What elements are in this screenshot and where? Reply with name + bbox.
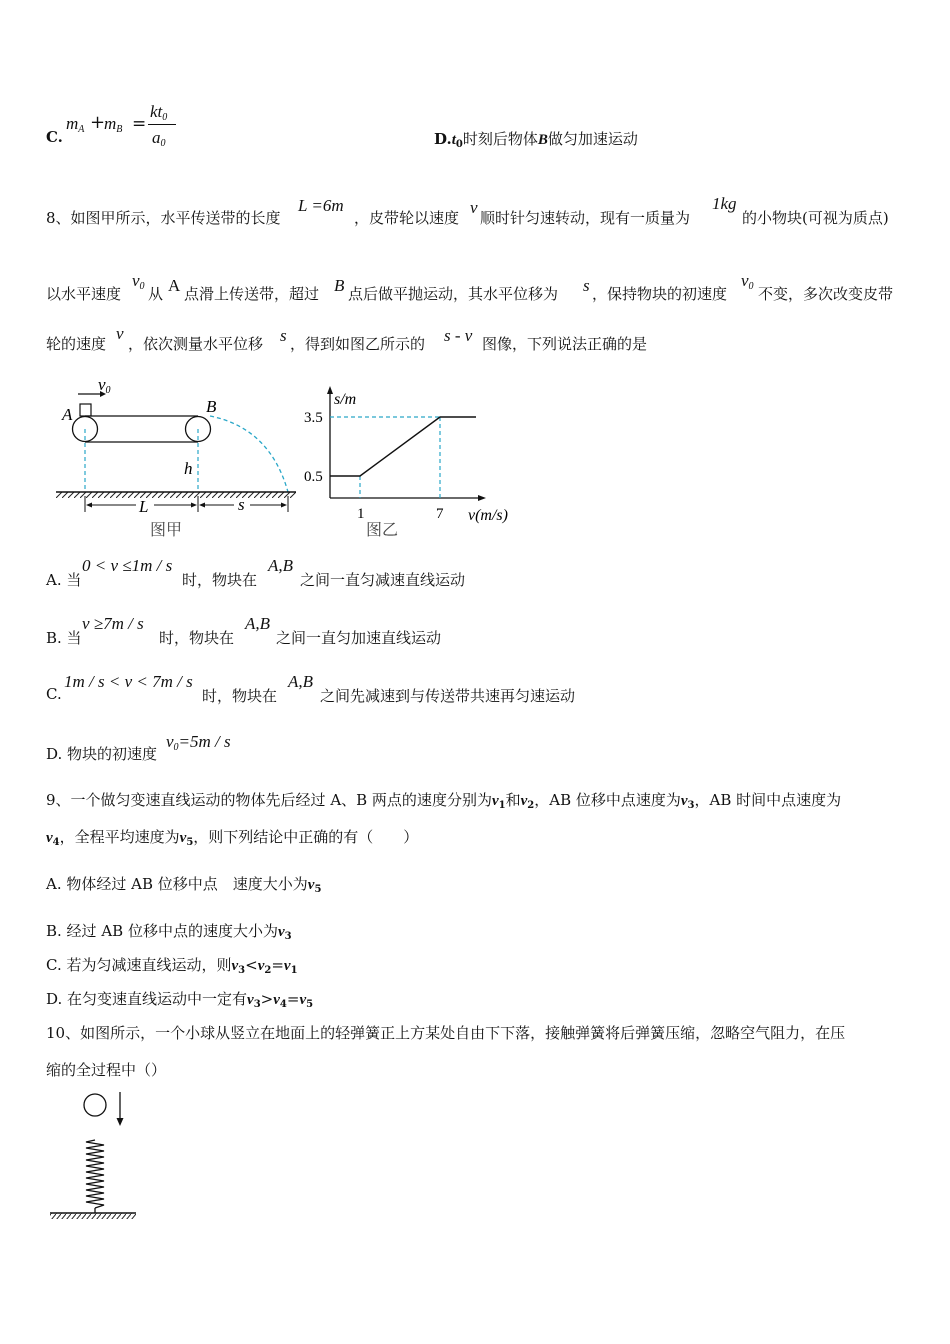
- q8-line2-text: 从: [148, 285, 164, 303]
- label-b: B: [206, 397, 217, 416]
- q8-option-b-math: v ≥7m / s: [82, 614, 144, 633]
- q8-line1: 8、如图甲所示，水平传送带的长度: [46, 209, 281, 227]
- q8-option-d-label: D. 物块的初速度: [46, 745, 158, 763]
- q8-option-c-math: 1m / s < v < 7m / s: [64, 672, 193, 691]
- spring-figure: [46, 1088, 146, 1228]
- y-tick-label: 0.5: [304, 469, 323, 485]
- q10-line2: 缩的全过程中（）: [46, 1061, 167, 1079]
- math-m: $m_B$: [104, 114, 123, 135]
- q8-option-c-ab: A,B: [288, 672, 314, 691]
- plus-sign: +: [90, 112, 106, 133]
- q9-option-b: B. 经过 AB 位移中点的速度大小为$v_3$: [46, 922, 292, 942]
- q10-line1: 10、如图所示，一个小球从竖立在地面上的轻弹簧正上方某处自由下下落，接触弹簧将后弹簧压缩，忽略空气阻力，在压: [46, 1024, 846, 1042]
- q8-option-b-label: B. 当: [46, 629, 82, 647]
- label-l: L: [139, 497, 149, 516]
- q8-option-b-end: 之间一直匀加速直线运动: [276, 629, 442, 647]
- label-h: h: [184, 459, 193, 478]
- x-tick-label: 1: [357, 506, 365, 522]
- q8-line2-text: 点滑上传送带，超过: [184, 285, 320, 303]
- label-s: s: [238, 495, 245, 514]
- y-axis-label: s/m: [334, 391, 357, 408]
- equals-sign: =: [132, 114, 147, 134]
- q8-option-a-label: A. 当: [46, 571, 82, 589]
- fraction-denominator: $a_0$: [152, 128, 166, 149]
- label-v0: v0: [98, 375, 111, 396]
- q8-line1-text: ，皮带轮以速度: [354, 209, 460, 227]
- q8-line3-text: ，依次测量水平位移: [128, 335, 264, 353]
- y-tick-label: 3.5: [304, 410, 323, 426]
- label-a: A: [62, 405, 73, 424]
- q9-option-d: D. 在匀变速直线运动中一定有$v_3>v_4=v_5$: [46, 990, 314, 1010]
- math-s: s: [280, 326, 287, 345]
- q8-option-b-ab: A,B: [245, 614, 271, 633]
- q9-option-c: C. 若为匀减速直线运动，则$v_3<v_2=v_1$: [46, 956, 298, 976]
- sv-graph: [300, 382, 530, 544]
- math-sv: s - v: [444, 326, 473, 345]
- sv-curve: [330, 417, 476, 476]
- point-b: B: [334, 276, 345, 295]
- fraction-numerator: $kt_0$: [150, 102, 168, 123]
- q8-line1-text: 顺时针匀速转动，现有一质量为: [480, 209, 691, 227]
- q8-option-c-label: C.: [46, 685, 62, 703]
- q9-option-a: A. 物体经过 AB 位移中点 速度大小为$v_5$: [46, 875, 322, 895]
- q8-line3-text: ，得到如图乙所示的: [290, 335, 426, 353]
- option-label: C.: [46, 128, 63, 146]
- q8-option-d-math: $v_0=5m / s$: [166, 732, 231, 753]
- ground-hatch: [50, 1213, 136, 1219]
- block: [80, 404, 91, 416]
- q8-line3-text: 轮的速度: [46, 335, 107, 353]
- fraction-bar: [148, 124, 176, 125]
- q8-line2-text: ，保持物块的初速度: [592, 285, 728, 303]
- q7-option-c: [46, 100, 246, 160]
- q9-line2: $v_4$，全程平均速度为$v_5$，则下列结论中正确的有（ ）: [46, 828, 419, 848]
- q8-option-a-text: 时，物块在: [182, 571, 258, 589]
- ground-hatch: [56, 492, 296, 498]
- spring-coil: [86, 1140, 104, 1208]
- q8-line3-text: 图像，下列说法正确的是: [482, 335, 648, 353]
- math-v: v: [116, 324, 124, 343]
- figure-caption: 图甲: [150, 522, 183, 539]
- figure-caption: 图乙: [366, 522, 399, 539]
- q8-option-c-text: 时，物块在: [202, 687, 278, 705]
- math-v0: $v_0$: [132, 271, 145, 292]
- mass-value: 1kg: [712, 194, 737, 213]
- length-value: L =6m: [298, 196, 344, 215]
- q8-option-a-math: 0 < v ≤1m / s: [82, 556, 173, 575]
- q9-line1: 9、一个做匀变速直线运动的物体先后经过 A、B 两点的速度分别为$v_1$和$v_2$，AB 位移中点速度为$v_3$，AB 时间中点速度为: [46, 791, 842, 811]
- conveyor-figure: [50, 372, 300, 544]
- q8-line2-text: 点后做平抛运动，其水平位移为: [348, 285, 559, 303]
- x-axis-label: v(m/s): [468, 507, 508, 524]
- q8-line1-text: 的小物块(可视为质点): [742, 209, 889, 227]
- q8-option-b-text: 时，物块在: [159, 629, 235, 647]
- x-tick-label: 7: [436, 506, 444, 522]
- math-v: v: [470, 198, 478, 217]
- trajectory-curve: [210, 416, 288, 492]
- q7-option-d: $D.t_0$时刻后物体B做匀加速运动: [434, 130, 638, 150]
- point-a: A: [168, 276, 181, 295]
- q8-option-a-end: 之间一直匀减速直线运动: [300, 571, 466, 589]
- q8-line2-text: 不变，多次改变皮带: [758, 285, 894, 303]
- math-m: $m_A$: [66, 114, 85, 135]
- q8-option-a-ab: A,B: [268, 556, 294, 575]
- q8-option-c-end: 之间先减速到与传送带共速再匀速运动: [320, 687, 576, 705]
- math-s: s: [583, 276, 590, 295]
- ball: [84, 1094, 106, 1116]
- math-v0: $v_0$: [741, 271, 754, 292]
- q8-line2-text: 以水平速度: [46, 285, 122, 303]
